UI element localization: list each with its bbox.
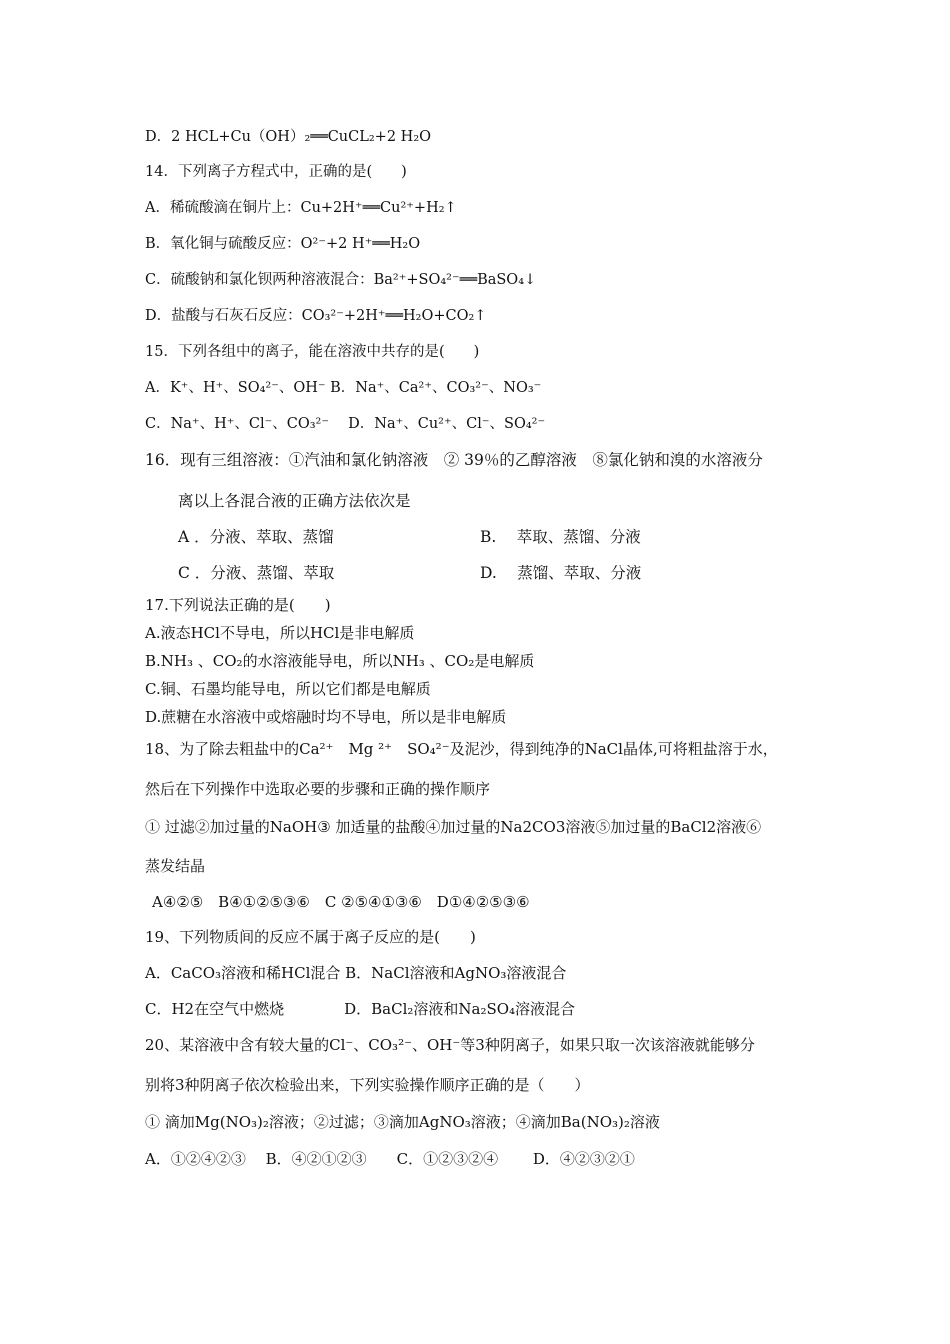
q16-option-c: C ．分液、蒸馏、萃取 bbox=[178, 564, 335, 582]
q14-option-c: C．硫酸钠和氯化钡两种溶液混合：Ba²⁺+SO₄²⁻══BaSO₄↓ bbox=[145, 272, 537, 288]
q16-stem-cont: 离以上各混合液的正确方法依次是 bbox=[178, 492, 411, 510]
q17-option-c: C.铜、石墨均能导电，所以它们都是电解质 bbox=[145, 680, 431, 698]
q19-options-cd: C．H2在空气中燃烧 D．BaCl₂溶液和Na₂SO₄溶液混合 bbox=[145, 1000, 576, 1018]
q20-stem: 20、某溶液中含有较大量的Cl⁻、CO₃²⁻、OH⁻等3种阴离子，如果只取一次该溶液就能够分 bbox=[145, 1036, 755, 1054]
q16-option-b: B. 萃取、蒸馏、分液 bbox=[480, 528, 641, 546]
q18-steps-cont: 蒸发结晶 bbox=[145, 857, 206, 875]
q14-option-b: B．氧化铜与硫酸反应：O²⁻+2 H⁺══H₂O bbox=[145, 236, 421, 252]
q17-option-a: A.液态HCl不导电，所以HCl是非电解质 bbox=[145, 624, 415, 642]
q17-option-b: B.NH₃ 、CO₂的水溶液能导电，所以NH₃ 、CO₂是电解质 bbox=[145, 652, 535, 670]
q19-options-ab: A．CaCO₃溶液和稀HCl混合 B．NaCl溶液和AgNO₃溶液混合 bbox=[145, 964, 567, 982]
q15-stem: 15．下列各组中的离子，能在溶液中共存的是( ) bbox=[145, 344, 480, 360]
q14-option-a: A．稀硫酸滴在铜片上：Cu+2H⁺══Cu²⁺+H₂↑ bbox=[145, 200, 457, 216]
q20-stem-cont: 别将3种阴离子依次检验出来，下列实验操作顺序正确的是（ ） bbox=[145, 1076, 590, 1094]
q16-stem: 16．现有三组溶液：①汽油和氯化钠溶液 ② 39％的乙醇溶液 ⑧氯化钠和溴的水溶液分 bbox=[145, 451, 763, 469]
q20-options: A．①②④②③ B．④②①②③ C．①②③②④ D．④②③②① bbox=[145, 1150, 635, 1168]
q18-options: A④②⑤ B④①②⑤③⑥ C ②⑤④①③⑥ D①④②⑤③⑥ bbox=[152, 893, 530, 911]
q19-stem: 19、下列物质间的反应不属于离子反应的是( ) bbox=[145, 928, 476, 946]
q15-options-ab: A．K⁺、H⁺、SO₄²⁻、OH⁻ B．Na⁺、Ca²⁺、CO₃²⁻、NO₃⁻ bbox=[145, 380, 542, 396]
q16-option-a: A ．分液、萃取、蒸馏 bbox=[178, 528, 334, 546]
q17-stem: 17.下列说法正确的是( ) bbox=[145, 596, 331, 614]
q20-steps: ① 滴加Mg(NO₃)₂溶液；②过滤；③滴加AgNO₃溶液；④滴加Ba(NO₃)₂溶液 bbox=[145, 1113, 660, 1131]
q17-option-d: D.蔗糖在水溶液中或熔融时均不导电，所以是非电解质 bbox=[145, 708, 507, 726]
q18-steps: ① 过滤②加过量的NaOH③ 加适量的盐酸④加过量的Na2CO3溶液⑤加过量的BaCl2溶液⑥ bbox=[145, 818, 762, 836]
q13-option-d: D．2 HCL+Cu（OH）₂══CuCL₂+2 H₂O bbox=[145, 129, 432, 145]
q15-options-cd: C．Na⁺、H⁺、Cl⁻、CO₃²⁻ D．Na⁺、Cu²⁺、Cl⁻、SO₄²⁻ bbox=[145, 416, 546, 432]
q18-stem-cont: 然后在下列操作中选取必要的步骤和正确的操作顺序 bbox=[145, 780, 491, 798]
q14-stem: 14．下列离子方程式中，正确的是( ) bbox=[145, 164, 407, 180]
q16-option-d: D. 蒸馏、萃取、分液 bbox=[480, 564, 642, 582]
q18-stem: 18、为了除去粗盐中的Ca²⁺ Mg ²⁺ SO₄²⁻及泥沙，得到纯净的NaCl晶体,可将粗盐溶于水， bbox=[145, 740, 778, 758]
q14-option-d: D．盐酸与石灰石反应：CO₃²⁻+2H⁺══H₂O+CO₂↑ bbox=[145, 308, 487, 324]
